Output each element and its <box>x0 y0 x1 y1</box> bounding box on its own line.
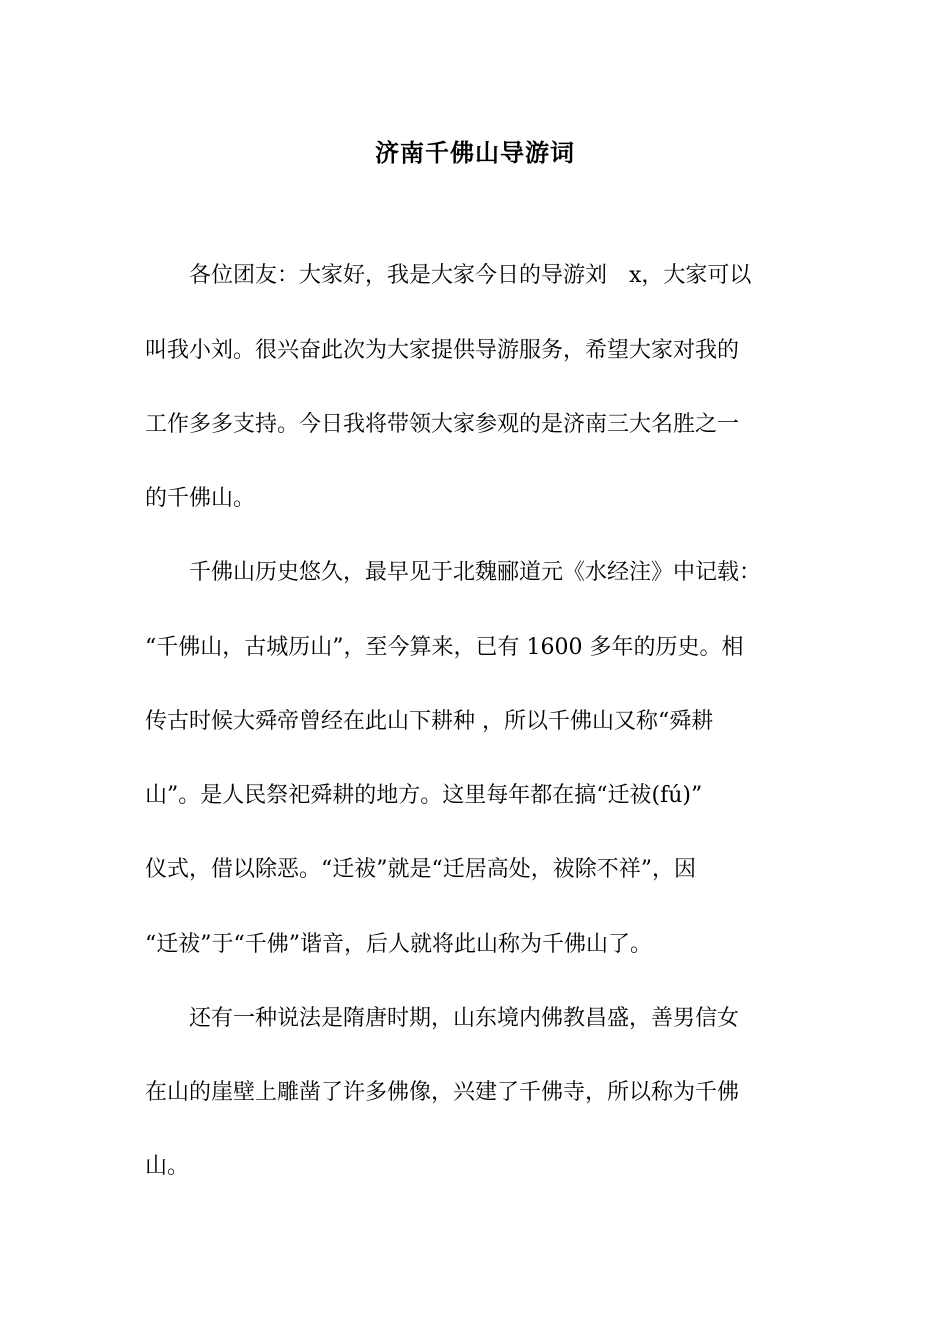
text-line: 各位团友：大家好，我是大家今日的导游刘 x，大家可以 <box>145 263 752 288</box>
text-line: 在山的崖壁上雕凿了许多佛像，兴建了千佛寺，所以称为千佛 <box>145 1080 740 1105</box>
document-title: 济南千佛山导游词 <box>375 138 575 167</box>
text-line: 还有一种说法是隋唐时期，山东境内佛教昌盛，善男信女 <box>145 1006 740 1031</box>
text-line: 山。 <box>145 1154 190 1179</box>
text-line: 传古时候大舜帝曾经在此山下耕种 ，所以千佛山又称“舜耕 <box>145 709 714 734</box>
text-line: “迁祓”于“千佛”谐音，后人就将此山称为千佛山了。 <box>145 932 652 957</box>
text-line: “千佛山，古城历山”，至今算来，已有 1600 多年的历史。相 <box>145 635 744 660</box>
text-line: 仪式，借以除恶。“迁祓”就是“迁居高处，祓除不祥”，因 <box>145 857 696 882</box>
text-line: 工作多多支持。今日我将带领大家参观的是济南三大名胜之一 <box>145 412 740 437</box>
text-line: 叫我小刘。很兴奋此次为大家提供导游服务，希望大家对我的 <box>145 338 740 363</box>
text-line: 千佛山历史悠久，最早见于北魏郦道元《水经注》中记载： <box>145 560 762 585</box>
text-line: 山”。是人民祭祀舜耕的地方。这里每年都在搞“迁祓(fú)” <box>145 783 703 808</box>
text-line: 的千佛山。 <box>145 486 256 511</box>
